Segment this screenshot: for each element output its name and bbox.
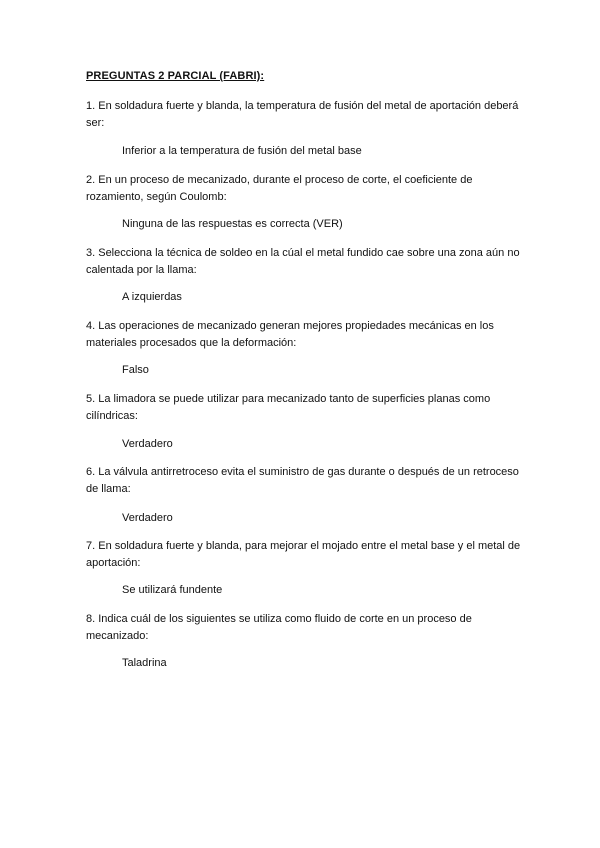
question-7: 7. En soldadura fuerte y blanda, para mejorar el mojado entre el metal base y el metal de aportación: bbox=[86, 540, 521, 569]
answer-8: Taladrina bbox=[122, 657, 167, 669]
answer-5: Verdadero bbox=[122, 438, 173, 450]
answer-6: Verdadero bbox=[122, 512, 173, 524]
question-8: 8. Indica cuál de los siguientes se utiliza como fluido de corte en un proceso de mecanizado: bbox=[86, 613, 472, 642]
answer-1: Inferior a la temperatura de fusión del metal base bbox=[122, 145, 362, 157]
question-1: 1. En soldadura fuerte y blanda, la temperatura de fusión del metal de aportación deberá ser: bbox=[86, 100, 519, 129]
question-3: 3. Selecciona la técnica de soldeo en la cúal el metal fundido cae sobre una zona aún no calentada por la llama: bbox=[86, 247, 520, 276]
answer-4: Falso bbox=[122, 364, 149, 376]
answer-3: A izquierdas bbox=[122, 291, 182, 303]
question-5: 5. La limadora se puede utilizar para mecanizado tanto de superficies planas como cilíndricas: bbox=[86, 393, 491, 422]
answer-7: Se utilizará fundente bbox=[122, 584, 223, 596]
answer-2: Ninguna de las respuestas es correcta (VER) bbox=[122, 218, 343, 230]
page-title: PREGUNTAS 2 PARCIAL (FABRI): bbox=[86, 70, 265, 82]
question-4: 4. Las operaciones de mecanizado generan mejores propiedades mecánicas en los materiales procesados que la deformación: bbox=[86, 320, 494, 349]
question-2: 2. En un proceso de mecanizado, durante el proceso de corte, el coeficiente de rozamiento, según Coulomb: bbox=[86, 174, 473, 203]
question-6: 6. La válvula antirretroceso evita el suministro de gas durante o después de un retroceso de llama: bbox=[86, 466, 519, 495]
